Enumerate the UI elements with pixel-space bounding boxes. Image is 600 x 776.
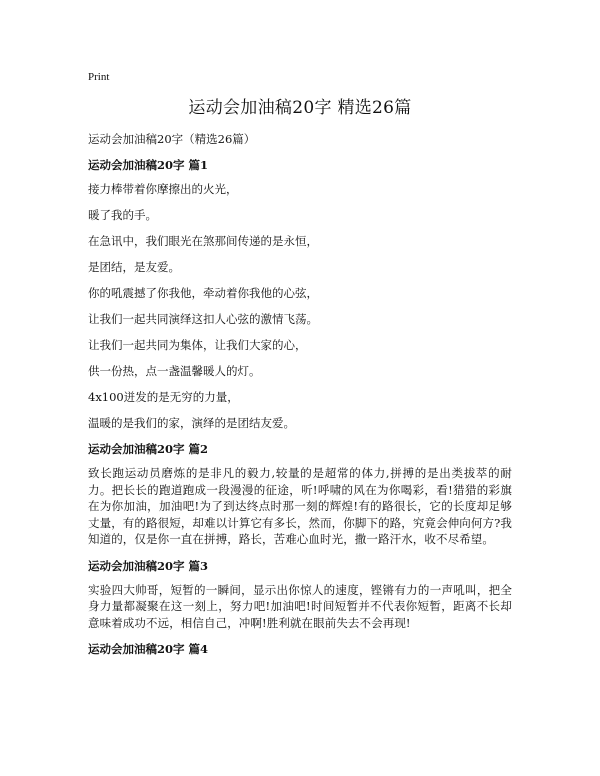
section-1-line: 暖了我的手。 [88,208,157,222]
section-1-line: 供一份热，点一盏温馨暖人的灯。 [88,364,261,378]
section-heading-4: 运动会加油稿20字 篇4 [88,642,209,656]
print-label: Print [88,71,110,83]
section-heading-3: 运动会加油稿20字 篇3 [88,558,209,573]
section-heading-1: 运动会加油稿20字 篇1 [88,158,209,172]
section-1-line: 接力棒带着你摩擦出的火光， [88,182,238,196]
section-1-line: 是团结，是友爱。 [88,260,180,274]
section-1-line: 让我们一起共同为集体，让我们大家的心， [88,338,307,352]
section-2-paragraph: 致长跑运动员磨炼的是非凡的毅力,较量的是超常的体力,拼搏的是出类拔萃的耐力。把长长的跑道跑成一段漫漫的征途，听!呼啸的风在为你喝彩，看!猎猎的彩旗在为你加油，加油吧!为了到达终点时那一刻的辉煌!有的路很长，它的长度却足够丈量，有的路很短，却难以计算它有多长，然而，你脚下的路，究竟会伸向何方?我知道的，仅是你一直在拼搏，路长，苦难心血时光，撒一路汗水，收不尽希望。 [88,466,512,546]
document-title: 运动会加油稿20字 精选26篇 [188,98,412,118]
section-1-line: 你的吼震撼了你我他，牵动着你我他的心弦， [88,286,318,300]
section-1-line: 4x100迸发的是无穷的力量， [88,390,239,404]
section-3-paragraph: 实验四大帅哥，短暂的一瞬间，显示出你惊人的速度，铿锵有力的一声吼叫，把全身力量都凝聚在这一刻上，努力吧!加油吧!时间短暂并不代表你短暂，距离不长却意味着成功不远，相信自己，冲啊!胜利就在眼前失去不会再现! [88,582,512,630]
section-1-line: 让我们一起共同演绎这扣人心弦的激情飞荡。 [88,312,318,326]
section-1-line: 温暖的是我们的家，演绎的是团结友爱。 [88,416,295,430]
document-subtitle: 运动会加油稿20字（精选26篇） [88,132,256,146]
section-1-line: 在急讯中，我们眼光在煞那间传递的是永恒， [88,234,318,248]
section-heading-2: 运动会加油稿20字 篇2 [88,442,209,456]
